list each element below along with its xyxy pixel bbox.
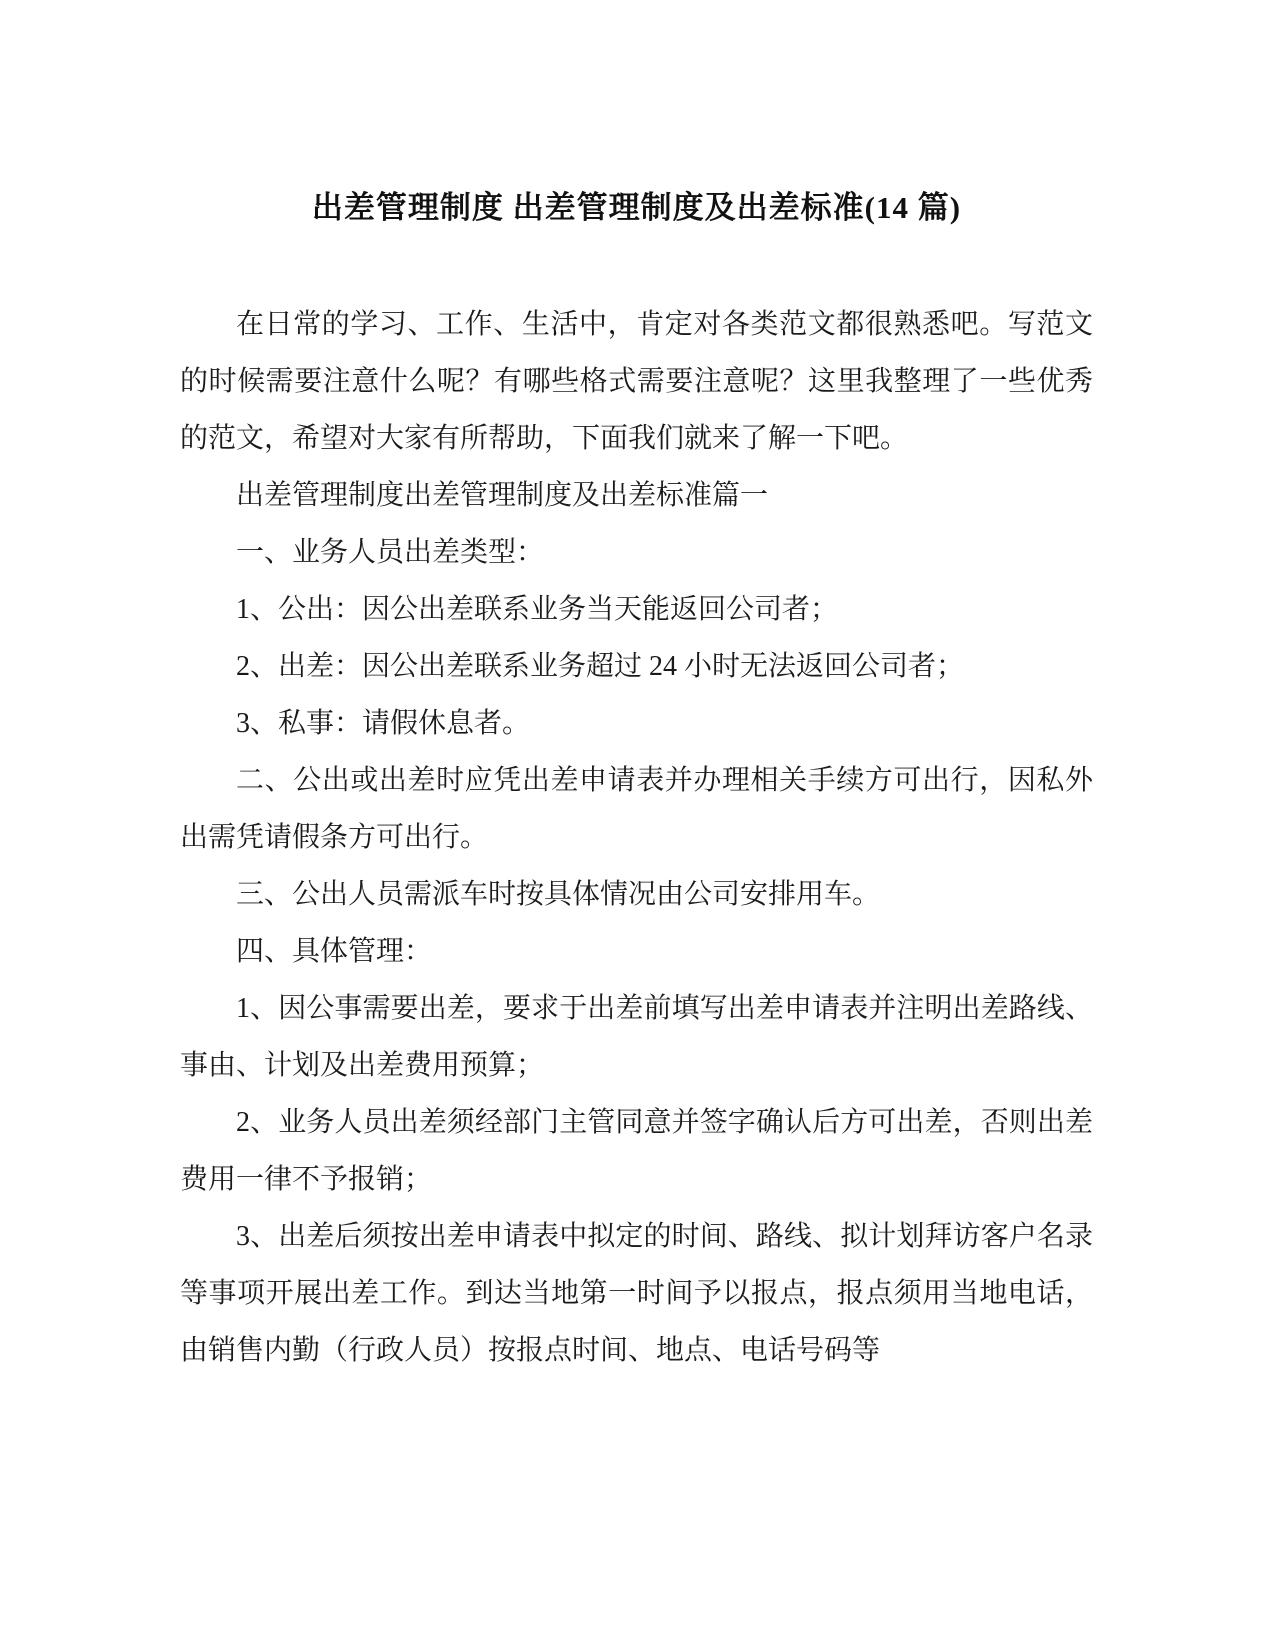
paragraph: 3、私事：请假休息者。: [236, 708, 531, 740]
paragraph: 1、公出：因公出差联系业务当天能返回公司者；: [236, 594, 839, 626]
paragraph: 三、公出人员需派车时按具体情况由公司安排用车。: [236, 879, 881, 911]
paragraph: 一、业务人员出差类型：: [236, 537, 545, 569]
paragraph: 出差管理制度出差管理制度及出差标准篇一: [236, 480, 769, 512]
paragraph: 2、出差：因公出差联系业务超过 24 小时无法返回公司者；: [236, 651, 965, 683]
paragraph: 四、具体管理：: [236, 936, 433, 968]
paragraph: 1、因公事需要出差，要求于出差前填写出差申请表并注明出差路线、事由、计划及出差费用预算；: [180, 993, 1093, 1082]
paragraph: 在日常的学习、工作、生活中，肯定对各类范文都很熟悉吧。写范文的时候需要注意什么呢？有哪些格式需要注意呢？这里我整理了一些优秀的范文，希望对大家有所帮助，下面我们就来了解一下吧。: [180, 309, 1093, 455]
paragraph: 3、出差后须按出差申请表中拟定的时间、路线、拟计划拜访客户名录等事项开展出差工作。到达当地第一时间予以报点，报点须用当地电话，由销售内勤（行政人员）按报点时间、地点、电话号码等: [180, 1221, 1093, 1367]
paragraph: 2、业务人员出差须经部门主管同意并签字确认后方可出差，否则出差费用一律不予报销；: [180, 1107, 1093, 1196]
paragraph: 二、公出或出差时应凭出差申请表并办理相关手续方可出行，因私外出需凭请假条方可出行。: [180, 765, 1093, 854]
document-title: 出差管理制度 出差管理制度及出差标准(14 篇): [311, 190, 962, 225]
document-body: [180, 296, 1093, 1379]
